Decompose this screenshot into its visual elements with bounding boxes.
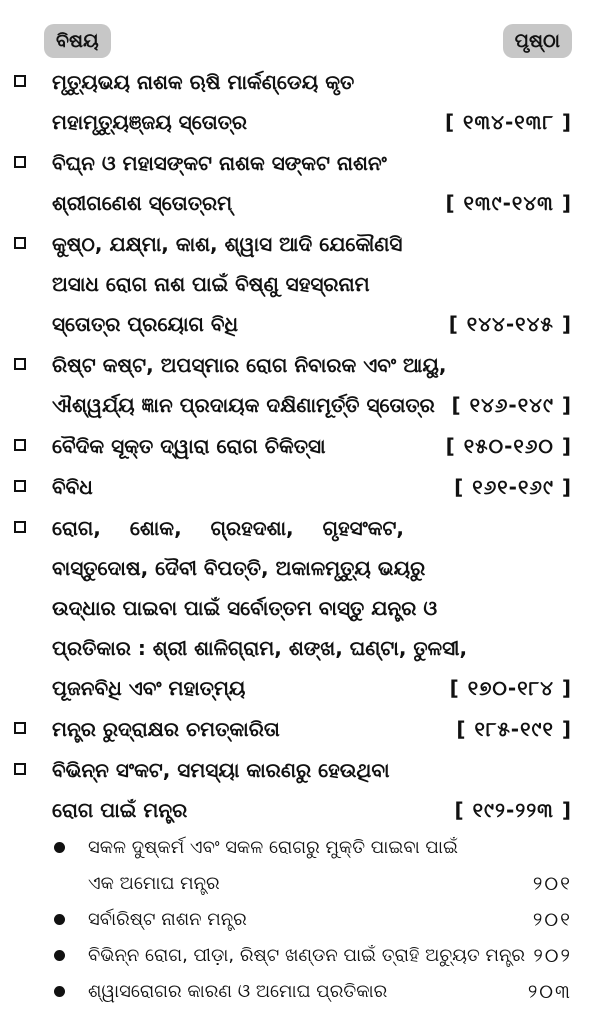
entry-text: ମନ୍ତ୍ର ରୁଦ୍ରାକ୍ଷର ଚମତ୍କାରିତା: [52, 717, 280, 741]
toc-entry: [0, 508, 600, 708]
page-heading: ପୃଷ୍ଠା: [503, 24, 572, 58]
checkbox-bullet-icon: [14, 480, 26, 492]
checkbox-bullet-icon: [14, 75, 26, 87]
toc-entries: [0, 62, 600, 1010]
toc-header: [0, 24, 600, 60]
entry-text: ବୈଦିକ ସୂକ୍ତ ଦ୍ୱାରା ରୋଗ ଚିକିତ୍ସା: [52, 434, 326, 458]
entry-text: ମୃତ୍ୟୁଭୟ ନାଶକ ଋଷି ମାର୍କଣ୍ଡେୟ କୃତ: [52, 70, 355, 94]
subentry-text: ବିଭିନ୍ନ ରୋଗ, ପୀଡ଼ା, ରିଷ୍ଟ ଖଣ୍ଡନ ପାଇଁ ତ୍ରାହି ଅଚ୍ୟୁତ ମନ୍ତ୍ର: [88, 945, 526, 966]
subentry-pages: ୨୦୩: [527, 981, 572, 1003]
checkbox-bullet-icon: [14, 722, 26, 734]
subentry-pages: ୨୦୨: [533, 945, 572, 967]
entry-text: କୁଷ୍ଠ, ଯକ୍ଷ୍ମା, କାଶ, ଶ୍ୱାସ ଆଦି ଯେକୌଣସି: [52, 232, 403, 256]
entry-text: ମହାମୃତ୍ୟୁଞ୍ଜୟ ସ୍ତୋତ୍ର: [52, 110, 248, 134]
dot-bullet-icon: [54, 986, 65, 997]
entry-pages: [ ୧୪୪-୧୪୫ ]: [448, 312, 572, 336]
subentry-text: ଶ୍ୱାସରୋଗର କାରଣ ଓ ଅମୋଘ ପ୍ରତିକାର: [88, 981, 388, 1002]
entry-text: ବିଘ୍ନ ଓ ମହାସଙ୍କଟ ନାଶକ ସଙ୍କଟ ନାଶନଂ: [52, 151, 387, 175]
entry-text: ଶ୍ରୀଗଣେଶ ସ୍ତୋତ୍ରମ୍: [52, 191, 233, 215]
entry-text: ପ୍ରତିକାର : ଶ୍ରୀ ଶାଳିଗ୍ରାମ, ଶଙ୍ଖ, ଘଣ୍ଟା, ତୁଳସୀ,: [52, 636, 468, 660]
toc-entry: [0, 224, 600, 344]
subentry-text: ସକଳ ଦୁଷ୍କର୍ମ ଏବଂ ସକଳ ରୋଗରୁ ମୁକ୍ତି ପାଇବା ପାଇଁ: [88, 837, 458, 858]
checkbox-bullet-icon: [14, 521, 26, 533]
subentry-text: ସର୍ବାରିଷ୍ଟ ନାଶନ ମନ୍ତ୍ର: [88, 909, 247, 930]
entry-text: ବିବିଧ: [52, 475, 93, 499]
entry-pages: [ ୧୩୪-୧୩୮ ]: [444, 110, 572, 134]
dot-bullet-icon: [54, 950, 65, 961]
entry-text: ରୋଗ ପାଇଁ ମନ୍ତ୍ର: [52, 798, 188, 822]
entry-text: ରୋଗ, ଶୋକ, ଗ୍ରହଦଶା, ଗୃହସଂକଟ,: [52, 516, 405, 540]
checkbox-bullet-icon: [14, 358, 26, 370]
dot-bullet-icon: [54, 842, 65, 853]
toc-subentry: [0, 902, 600, 938]
toc-entry: [0, 345, 600, 425]
dot-bullet-icon: [54, 914, 65, 925]
entry-text: ବିଭିନ୍ନ ସଂକଟ, ସମସ୍ୟା କାରଣରୁ ହେଉଥିବା: [52, 758, 390, 782]
subentry-pages: ୨୦୧: [532, 873, 572, 895]
entry-text: ସ୍ତୋତ୍ର ପ୍ରୟୋଗ ବିଧି: [52, 312, 239, 336]
entry-text: ପୂଜନବିଧି ଏବଂ ମହାତ୍ମ୍ୟ: [52, 676, 246, 700]
checkbox-bullet-icon: [14, 156, 26, 168]
entry-pages: [ ୧୩୯-୧୪୩ ]: [445, 191, 572, 215]
entry-text: ଉଦ୍ଧାର ପାଇବା ପାଇଁ ସର୍ବୋତ୍ତମ ବାସ୍ତୁ ଯନ୍ତ୍ର ଓ: [52, 596, 438, 620]
checkbox-bullet-icon: [14, 439, 26, 451]
entry-pages: [ ୧୮୫-୧୯୧ ]: [456, 717, 572, 741]
entry-pages: [ ୧୯୨-୨୨୩ ]: [454, 798, 572, 822]
toc-subentry: [0, 830, 600, 902]
entry-text: ଅସାଧ ରୋଗ ନାଶ ପାଇଁ ବିଷ୍ଣୁ ସହସ୍ରନାମ: [52, 272, 370, 296]
toc-entry: [0, 750, 600, 830]
checkbox-bullet-icon: [14, 763, 26, 775]
toc-subentry: [0, 974, 600, 1010]
toc-entry: [0, 62, 600, 142]
toc-subentry: [0, 938, 600, 974]
checkbox-bullet-icon: [14, 237, 26, 249]
toc-entry: [0, 467, 600, 507]
subentry-text: ଏକ ଅମୋଘ ମନ୍ତ୍ର: [88, 873, 220, 894]
subentry-pages: ୨୦୧: [532, 909, 572, 931]
toc-entry: [0, 709, 600, 749]
subject-heading: ବିଷୟ: [44, 24, 111, 58]
entry-pages: [ ୧୭୦-୧୮୪ ]: [449, 676, 572, 700]
toc-entry: [0, 426, 600, 466]
entry-text: ବାସ୍ତୁଦୋଷ, ଦୈବୀ ବିପତ୍ତି, ଅକାଳମୃତ୍ୟୁ ଭୟରୁ: [52, 556, 426, 580]
entry-pages: [ ୧୬୧-୧୬୯ ]: [454, 475, 572, 499]
entry-pages: [ ୧୪୬-୧୪୯ ]: [451, 393, 572, 417]
entry-pages: [ ୧୫୦-୧୬୦ ]: [445, 434, 572, 458]
entry-text: ଐଶ୍ୱର୍ଯ୍ୟ ଜ୍ଞାନ ପ୍ରଦାୟକ ଦକ୍ଷିଣାମୂର୍ତ୍ତି ସ୍ତୋତ୍ର: [52, 393, 435, 417]
toc-entry: [0, 143, 600, 223]
entry-text: ରିଷ୍ଟ କଷ୍ଟ, ଅପସ୍ମାର ରୋଗ ନିବାରକ ଏବଂ ଆୟୁ,: [52, 353, 447, 377]
